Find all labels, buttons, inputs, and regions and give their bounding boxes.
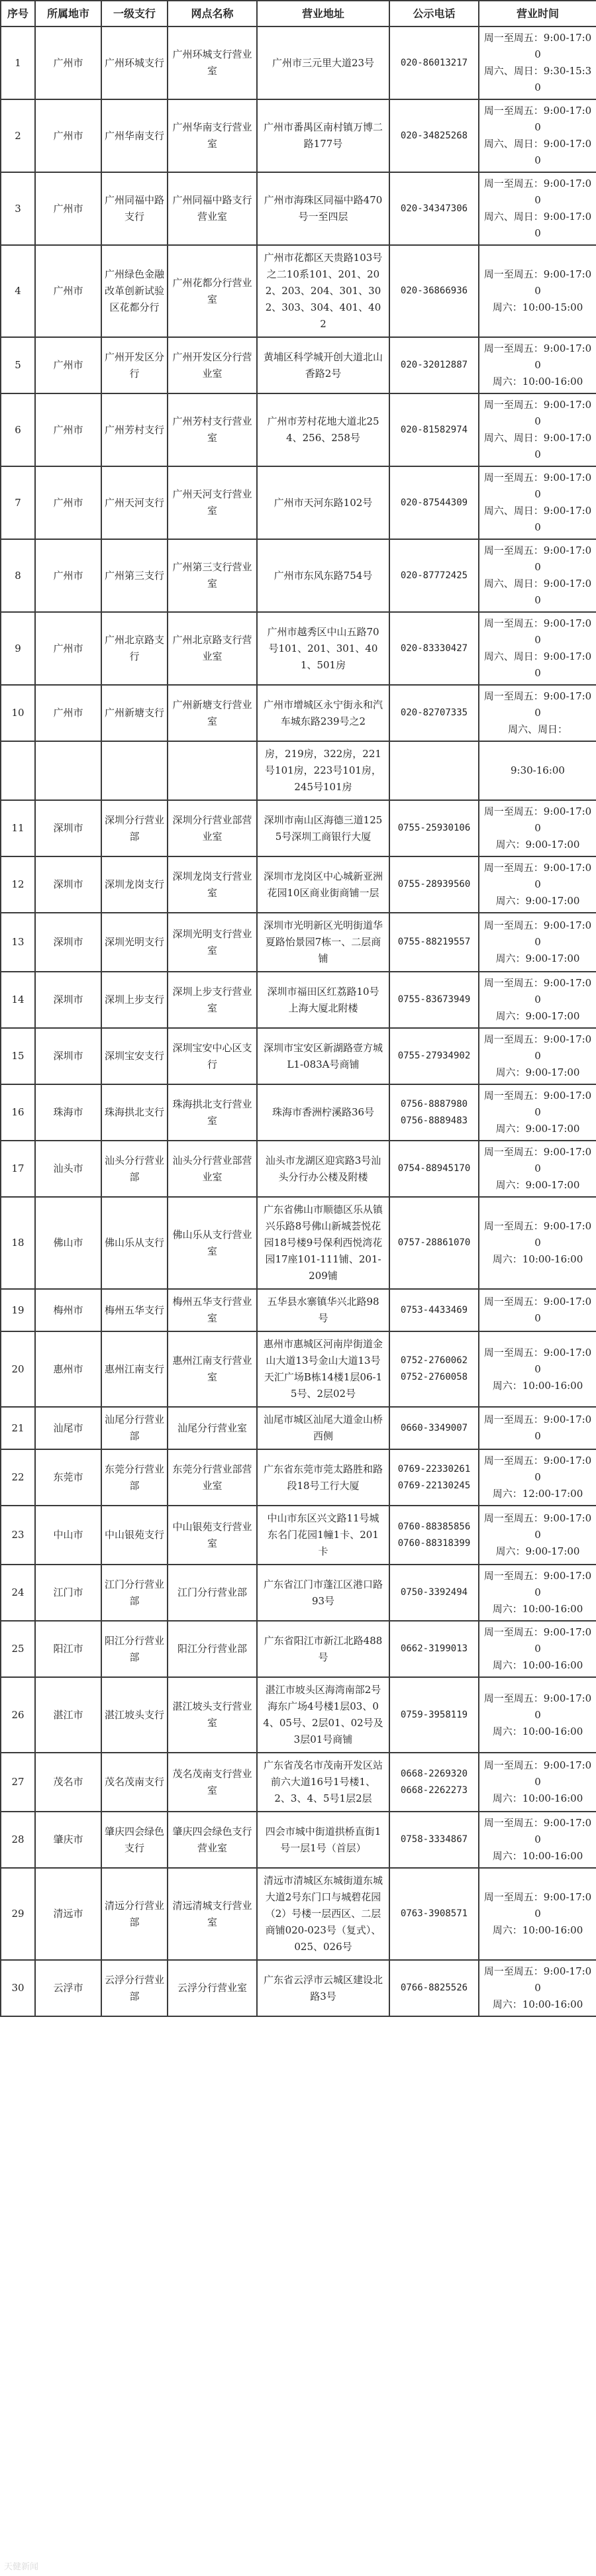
cell-hours: 周一至周五：9:00-17:00 周六、周日：9:00-17:00: [479, 539, 596, 612]
cell-outlet: [168, 741, 257, 800]
cell-phone: 020-82707335: [389, 685, 479, 741]
cell-outlet: 广州新塘支行营业室: [168, 685, 257, 741]
cell-seq: 24: [1, 1565, 35, 1621]
cell-phone: 0750-3392494: [389, 1565, 479, 1621]
cell-phone: 0755-27934902: [389, 1028, 479, 1084]
cell-address: 深圳市光明新区光明街道华夏路怡景园7栋一、二层商铺: [257, 913, 389, 972]
cell-outlet: 东莞分行营业部营业室: [168, 1449, 257, 1506]
cell-branch: 深圳光明支行: [101, 913, 168, 972]
cell-address: 黄埔区科学城开创大道北山香路2号: [257, 337, 389, 393]
cell-phone: 020-86013217: [389, 26, 479, 99]
cell-address: 珠海市香洲柠溪路36号: [257, 1084, 389, 1141]
cell-seq: 1: [1, 26, 35, 99]
cell-seq: 30: [1, 1960, 35, 2016]
cell-address: 广东省东莞市莞太路胜和路段18号工行大厦: [257, 1449, 389, 1506]
cell-hours: 周一至周五：9:00-17:00 周六：9:00-17:00: [479, 972, 596, 1028]
cell-seq: 20: [1, 1331, 35, 1407]
cell-address: 广州市天河东路102号: [257, 466, 389, 539]
cell-city: 佛山市: [35, 1197, 101, 1289]
cell-hours: 周一至周五：9:00-17:00 周六：10:00-16:00: [479, 337, 596, 393]
table-row: [1, 1407, 596, 1449]
table-row: [1, 1331, 596, 1407]
cell-phone: 0769-22330261 0769-22130245: [389, 1449, 479, 1506]
cell-hours: 周一至周五：9:00-17:00 周六：10:00-15:00: [479, 245, 596, 337]
cell-city: 广州市: [35, 612, 101, 685]
cell-city: 汕尾市: [35, 1407, 101, 1449]
cell-seq: 17: [1, 1141, 35, 1197]
cell-branch: 东莞分行营业部: [101, 1449, 168, 1506]
cell-outlet: 广州花都分行营业室: [168, 245, 257, 337]
cell-outlet: 广州第三支行营业室: [168, 539, 257, 612]
cell-phone: 0757-28861070: [389, 1197, 479, 1289]
cell-city: 广州市: [35, 245, 101, 337]
cell-hours: 周一至周五：9:00-17:00 周六：9:00-17:00: [479, 913, 596, 972]
cell-seq: 6: [1, 393, 35, 466]
cell-outlet: 广州天河支行营业室: [168, 466, 257, 539]
cell-hours: 周一至周五：9:00-17:00: [479, 1289, 596, 1331]
cell-seq: 10: [1, 685, 35, 741]
cell-seq: 2: [1, 99, 35, 172]
cell-hours: 周一至周五：9:00-17:00 周六、周日：: [479, 685, 596, 741]
cell-seq: 4: [1, 245, 35, 337]
cell-address: 汕尾市城区汕尾大道金山桥西侧: [257, 1407, 389, 1449]
table-row: [1, 1084, 596, 1141]
cell-outlet: 惠州江南支行营业室: [168, 1331, 257, 1407]
table-row: [1, 245, 596, 337]
table-row: [1, 466, 596, 539]
cell-city: 广州市: [35, 685, 101, 741]
cell-branch: 惠州江南支行: [101, 1331, 168, 1407]
cell-address: 中山市东区兴文路11号城东名门花园1幢1卡、201卡: [257, 1506, 389, 1565]
cell-outlet: 广州开发区分行营业室: [168, 337, 257, 393]
cell-outlet: 梅州五华支行营业室: [168, 1289, 257, 1331]
table-row: [1, 1289, 596, 1331]
cell-phone: [389, 741, 479, 800]
cell-city: 深圳市: [35, 1028, 101, 1084]
cell-outlet: 云浮分行营业室: [168, 1960, 257, 2016]
cell-address: 深圳市龙岗区中心城新亚洲花园10区商业街商铺一层: [257, 856, 389, 913]
cell-seq: 5: [1, 337, 35, 393]
cell-hours: 周一至周五：9:00-17:00 周六：10:00-16:00: [479, 1331, 596, 1407]
cell-hours: 周一至周五：9:00-17:00 周六：10:00-16:00: [479, 1677, 596, 1753]
cell-address: 房，219房，322房，221号101房，223号101房，245号101房: [257, 741, 389, 800]
cell-branch: 深圳上步支行: [101, 972, 168, 1028]
cell-outlet: 江门分行营业部: [168, 1565, 257, 1621]
cell-branch: 肇庆四会绿色支行: [101, 1812, 168, 1868]
cell-branch: 汕尾分行营业部: [101, 1407, 168, 1449]
table-row: [1, 856, 596, 913]
cell-branch: [101, 741, 168, 800]
cell-address: 广州市花都区天贵路103号之二10系101、201、202、203、204、301、302、303、304、401、402: [257, 245, 389, 337]
cell-branch: 深圳龙岗支行: [101, 856, 168, 913]
cell-city: 深圳市: [35, 972, 101, 1028]
cell-phone: 0759-3958119: [389, 1677, 479, 1753]
cell-city: 广州市: [35, 99, 101, 172]
table-row: [1, 1677, 596, 1753]
header-address: 营业地址: [257, 1, 389, 26]
cell-outlet: 深圳上步支行营业室: [168, 972, 257, 1028]
cell-hours: 周一至周五：9:00-17:00: [479, 1407, 596, 1449]
table-row: [1, 972, 596, 1028]
cell-city: 中山市: [35, 1506, 101, 1565]
cell-outlet: 茂名茂南支行营业室: [168, 1753, 257, 1812]
cell-address: 广东省云浮市云城区建设北路3号: [257, 1960, 389, 2016]
cell-city: 梅州市: [35, 1289, 101, 1331]
cell-branch: 广州同福中路支行: [101, 172, 168, 245]
cell-hours: 周一至周五：9:00-17:00 周六：10:00-16:00: [479, 1868, 596, 1960]
cell-seq: 19: [1, 1289, 35, 1331]
cell-hours: 周一至周五：9:00-17:00 周六：9:00-17:00: [479, 856, 596, 913]
cell-branch: 广州绿色金融改革创新试验区花都分行: [101, 245, 168, 337]
header-seq: 序号: [1, 1, 35, 26]
cell-address: 四会市城中街道拱桥直街1号一层1号（首层）: [257, 1812, 389, 1868]
cell-outlet: 广州北京路支行营业室: [168, 612, 257, 685]
cell-outlet: 汕头分行营业部营业室: [168, 1141, 257, 1197]
cell-phone: 0660-3349007: [389, 1407, 479, 1449]
cell-hours: 周一至周五：9:00-17:00 周六、周日：9:00-17:00: [479, 393, 596, 466]
cell-outlet: 肇庆四会绿色支行营业室: [168, 1812, 257, 1868]
cell-address: 深圳市宝安区新湖路壹方城L1-083A号商铺: [257, 1028, 389, 1084]
cell-city: 广州市: [35, 539, 101, 612]
cell-city: 广州市: [35, 172, 101, 245]
cell-hours: 9:30-16:00: [479, 741, 596, 800]
cell-hours: 周一至周五：9:00-17:00 周六：9:00-17:00: [479, 800, 596, 856]
cell-city: 广州市: [35, 26, 101, 99]
cell-branch: 茂名茂南支行: [101, 1753, 168, 1812]
cell-branch: 阳江分行营业部: [101, 1621, 168, 1677]
cell-address: 惠州市惠城区河南岸街道金山大道13号金山大道13号天汇广场B栋14楼1层06-15号、2层02号: [257, 1331, 389, 1407]
cell-seq: 11: [1, 800, 35, 856]
header-outlet: 网点名称: [168, 1, 257, 26]
cell-city: 深圳市: [35, 913, 101, 972]
cell-outlet: 中山银苑支行营业室: [168, 1506, 257, 1565]
cell-hours: 周一至周五：9:00-17:00 周六、周日：9:30-15:30: [479, 26, 596, 99]
cell-address: 广州市三元里大道23号: [257, 26, 389, 99]
table-row: [1, 741, 596, 800]
cell-phone: 0668-2269320 0668-2262273: [389, 1753, 479, 1812]
cell-address: 深圳市南山区海德三道1255号深圳工商银行大厦: [257, 800, 389, 856]
table-row: [1, 99, 596, 172]
cell-branch: 广州北京路支行: [101, 612, 168, 685]
cell-city: 广州市: [35, 466, 101, 539]
cell-address: 广东省阳江市新江北路488号: [257, 1621, 389, 1677]
cell-address: 广州市越秀区中山五路70号101、201、301、401、501房: [257, 612, 389, 685]
cell-branch: 珠海拱北支行: [101, 1084, 168, 1141]
table-row: [1, 337, 596, 393]
cell-seq: 14: [1, 972, 35, 1028]
cell-phone: 0758-3334867: [389, 1812, 479, 1868]
cell-hours: 周一至周五：9:00-17:00 周六：10:00-16:00: [479, 1621, 596, 1677]
cell-phone: 0755-25930106: [389, 800, 479, 856]
cell-phone: 020-87544309: [389, 466, 479, 539]
cell-outlet: 广州华南支行营业室: [168, 99, 257, 172]
cell-outlet: 深圳分行营业部营业室: [168, 800, 257, 856]
cell-outlet: 广州同福中路支行营业室: [168, 172, 257, 245]
cell-seq: 29: [1, 1868, 35, 1960]
header-branch: 一级支行: [101, 1, 168, 26]
cell-city: 广州市: [35, 337, 101, 393]
cell-outlet: 深圳宝安中心区支行: [168, 1028, 257, 1084]
table-row: [1, 800, 596, 856]
cell-address: 广州市芳村花地大道北254、256、258号: [257, 393, 389, 466]
cell-outlet: 珠海拱北支行营业室: [168, 1084, 257, 1141]
cell-hours: 周一至周五：9:00-17:00 周六：9:00-17:00: [479, 1028, 596, 1084]
cell-phone: 0753-4433469: [389, 1289, 479, 1331]
cell-seq: 7: [1, 466, 35, 539]
cell-seq: 21: [1, 1407, 35, 1449]
cell-address: 湛江市坡头区海湾南部2号海东广场4号楼1层03、04、05号、2层01、02号及3层01号商铺: [257, 1677, 389, 1753]
cell-seq: 3: [1, 172, 35, 245]
cell-phone: 020-32012887: [389, 337, 479, 393]
table-row: [1, 913, 596, 972]
table-row: [1, 172, 596, 245]
cell-phone: 020-34347306: [389, 172, 479, 245]
cell-phone: 0752-2760062 0752-2760058: [389, 1331, 479, 1407]
cell-outlet: 广州环城支行营业室: [168, 26, 257, 99]
cell-phone: 0755-83673949: [389, 972, 479, 1028]
cell-hours: 周一至周五：9:00-17:00 周六、周日：9:00-17:00: [479, 99, 596, 172]
cell-phone: 0662-3199013: [389, 1621, 479, 1677]
cell-seq: 13: [1, 913, 35, 972]
table-row: [1, 1753, 596, 1812]
table-row: [1, 1960, 596, 2016]
cell-address: 广州市增城区永宁街永和汽车城东路239号之2: [257, 685, 389, 741]
cell-branch: 梅州五华支行: [101, 1289, 168, 1331]
cell-seq: 27: [1, 1753, 35, 1812]
cell-branch: 云浮分行营业部: [101, 1960, 168, 2016]
cell-seq: 26: [1, 1677, 35, 1753]
cell-seq: 12: [1, 856, 35, 913]
cell-hours: 周一至周五：9:00-17:00 周六：9:00-17:00: [479, 1084, 596, 1141]
cell-address: 深圳市福田区红荔路10号上海大厦北附楼: [257, 972, 389, 1028]
cell-seq: 23: [1, 1506, 35, 1565]
cell-city: 江门市: [35, 1565, 101, 1621]
cell-city: 茂名市: [35, 1753, 101, 1812]
table-row: [1, 1449, 596, 1506]
cell-address: 广州市番禺区南村镇万博二路177号: [257, 99, 389, 172]
cell-branch: 汕头分行营业部: [101, 1141, 168, 1197]
cell-hours: 周一至周五：9:00-17:00 周六、周日：9:00-17:00: [479, 612, 596, 685]
cell-branch: 广州芳村支行: [101, 393, 168, 466]
cell-branch: 湛江坡头支行: [101, 1677, 168, 1753]
cell-seq: 16: [1, 1084, 35, 1141]
cell-phone: 020-87772425: [389, 539, 479, 612]
table-row: [1, 393, 596, 466]
cell-seq: 28: [1, 1812, 35, 1868]
cell-branch: 广州环城支行: [101, 26, 168, 99]
table-row: [1, 1868, 596, 1960]
cell-hours: 周一至周五：9:00-17:00 周六、周日：9:00-17:00: [479, 172, 596, 245]
cell-branch: 深圳分行营业部: [101, 800, 168, 856]
table-header-row: [1, 1, 596, 26]
header-hours: 营业时间: [479, 1, 596, 26]
cell-branch: 广州第三支行: [101, 539, 168, 612]
table-row: [1, 1506, 596, 1565]
cell-hours: 周一至周五：9:00-17:00 周六：10:00-16:00: [479, 1753, 596, 1812]
cell-seq: 9: [1, 612, 35, 685]
cell-hours: 周一至周五：9:00-17:00 周六：9:00-17:00: [479, 1141, 596, 1197]
table-row: [1, 1565, 596, 1621]
cell-hours: 周一至周五：9:00-17:00 周六：9:00-17:00: [479, 1506, 596, 1565]
cell-outlet: 深圳光明支行营业室: [168, 913, 257, 972]
cell-branch: 深圳宝安支行: [101, 1028, 168, 1084]
cell-seq: 22: [1, 1449, 35, 1506]
cell-branch: 清远分行营业部: [101, 1868, 168, 1960]
cell-phone: 020-81582974: [389, 393, 479, 466]
cell-phone: 020-36866936: [389, 245, 479, 337]
cell-phone: 0766-8825526: [389, 1960, 479, 2016]
cell-city: [35, 741, 101, 800]
cell-address: 广州市东风东路754号: [257, 539, 389, 612]
cell-branch: 广州新塘支行: [101, 685, 168, 741]
cell-outlet: 湛江坡头支行营业室: [168, 1677, 257, 1753]
cell-outlet: 深圳龙岗支行营业室: [168, 856, 257, 913]
cell-phone: 020-34825268: [389, 99, 479, 172]
table-row: [1, 26, 596, 99]
cell-outlet: 汕尾分行营业室: [168, 1407, 257, 1449]
cell-hours: 周一至周五：9:00-17:00 周六：10:00-16:00: [479, 1197, 596, 1289]
cell-city: 清远市: [35, 1868, 101, 1960]
cell-city: 深圳市: [35, 856, 101, 913]
cell-city: 湛江市: [35, 1677, 101, 1753]
cell-city: 汕头市: [35, 1141, 101, 1197]
table-row: [1, 1621, 596, 1677]
cell-city: 惠州市: [35, 1331, 101, 1407]
cell-address: 五华县水寨镇华兴北路98号: [257, 1289, 389, 1331]
cell-city: 云浮市: [35, 1960, 101, 2016]
cell-address: 汕头市龙湖区迎宾路3号汕头分行办公楼及附楼: [257, 1141, 389, 1197]
header-city: 所属地市: [35, 1, 101, 26]
cell-phone: 0754-88945170: [389, 1141, 479, 1197]
cell-address: 广东省茂名市茂南开发区站前六大道16号1号楼1、2、3、4、5号1层2层: [257, 1753, 389, 1812]
cell-seq: 8: [1, 539, 35, 612]
cell-seq: [1, 741, 35, 800]
cell-branch: 广州天河支行: [101, 466, 168, 539]
cell-branch: 江门分行营业部: [101, 1565, 168, 1621]
cell-outlet: 清远清城支行营业室: [168, 1868, 257, 1960]
header-phone: 公示电话: [389, 1, 479, 26]
cell-city: 肇庆市: [35, 1812, 101, 1868]
cell-city: 东莞市: [35, 1449, 101, 1506]
cell-outlet: 佛山乐从支行营业室: [168, 1197, 257, 1289]
cell-city: 广州市: [35, 393, 101, 466]
cell-phone: 0756-8887980 0756-8889483: [389, 1084, 479, 1141]
cell-city: 深圳市: [35, 800, 101, 856]
table-row: [1, 1197, 596, 1289]
cell-outlet: 广州芳村支行营业室: [168, 393, 257, 466]
cell-hours: 周一至周五：9:00-17:00 周六：12:00-17:00: [479, 1449, 596, 1506]
cell-phone: 0760-88385856 0760-88318399: [389, 1506, 479, 1565]
cell-city: 阳江市: [35, 1621, 101, 1677]
table-row: [1, 1141, 596, 1197]
cell-city: 珠海市: [35, 1084, 101, 1141]
table-row: [1, 612, 596, 685]
cell-hours: 周一至周五：9:00-17:00 周六：10:00-16:00: [479, 1960, 596, 2016]
cell-phone: 0755-88219557: [389, 913, 479, 972]
cell-branch: 广州开发区分行: [101, 337, 168, 393]
cell-outlet: 阳江分行营业部: [168, 1621, 257, 1677]
cell-address: 广东省江门市蓬江区港口路93号: [257, 1565, 389, 1621]
cell-address: 广州市海珠区同福中路470号一至四层: [257, 172, 389, 245]
cell-hours: 周一至周五：9:00-17:00 周六、周日：9:00-17:00: [479, 466, 596, 539]
cell-branch: 广州华南支行: [101, 99, 168, 172]
cell-address: 广东省佛山市顺德区乐从镇兴乐路8号佛山新城荟悦花园18号楼9号保利西悦湾花园17座101-111铺、201-209铺: [257, 1197, 389, 1289]
cell-seq: 15: [1, 1028, 35, 1084]
table-row: [1, 1812, 596, 1868]
cell-branch: 佛山乐从支行: [101, 1197, 168, 1289]
cell-hours: 周一至周五：9:00-17:00 周六：10:00-16:00: [479, 1565, 596, 1621]
table-row: [1, 539, 596, 612]
table-row: [1, 685, 596, 741]
cell-phone: 0763-3908571: [389, 1868, 479, 1960]
cell-seq: 25: [1, 1621, 35, 1677]
cell-phone: 020-83330427: [389, 612, 479, 685]
table-row: [1, 1028, 596, 1084]
cell-branch: 中山银苑支行: [101, 1506, 168, 1565]
cell-address: 清远市清城区东城街道东城大道2号东门口与城碧花园（2）号楼一层西区、二层商铺020-023号（复式）、025、026号: [257, 1868, 389, 1960]
cell-hours: 周一至周五：9:00-17:00 周六：10:00-16:00: [479, 1812, 596, 1868]
cell-phone: 0755-28939560: [389, 856, 479, 913]
cell-seq: 18: [1, 1197, 35, 1289]
news-watermark: 天健新闻: [4, 2562, 39, 2572]
